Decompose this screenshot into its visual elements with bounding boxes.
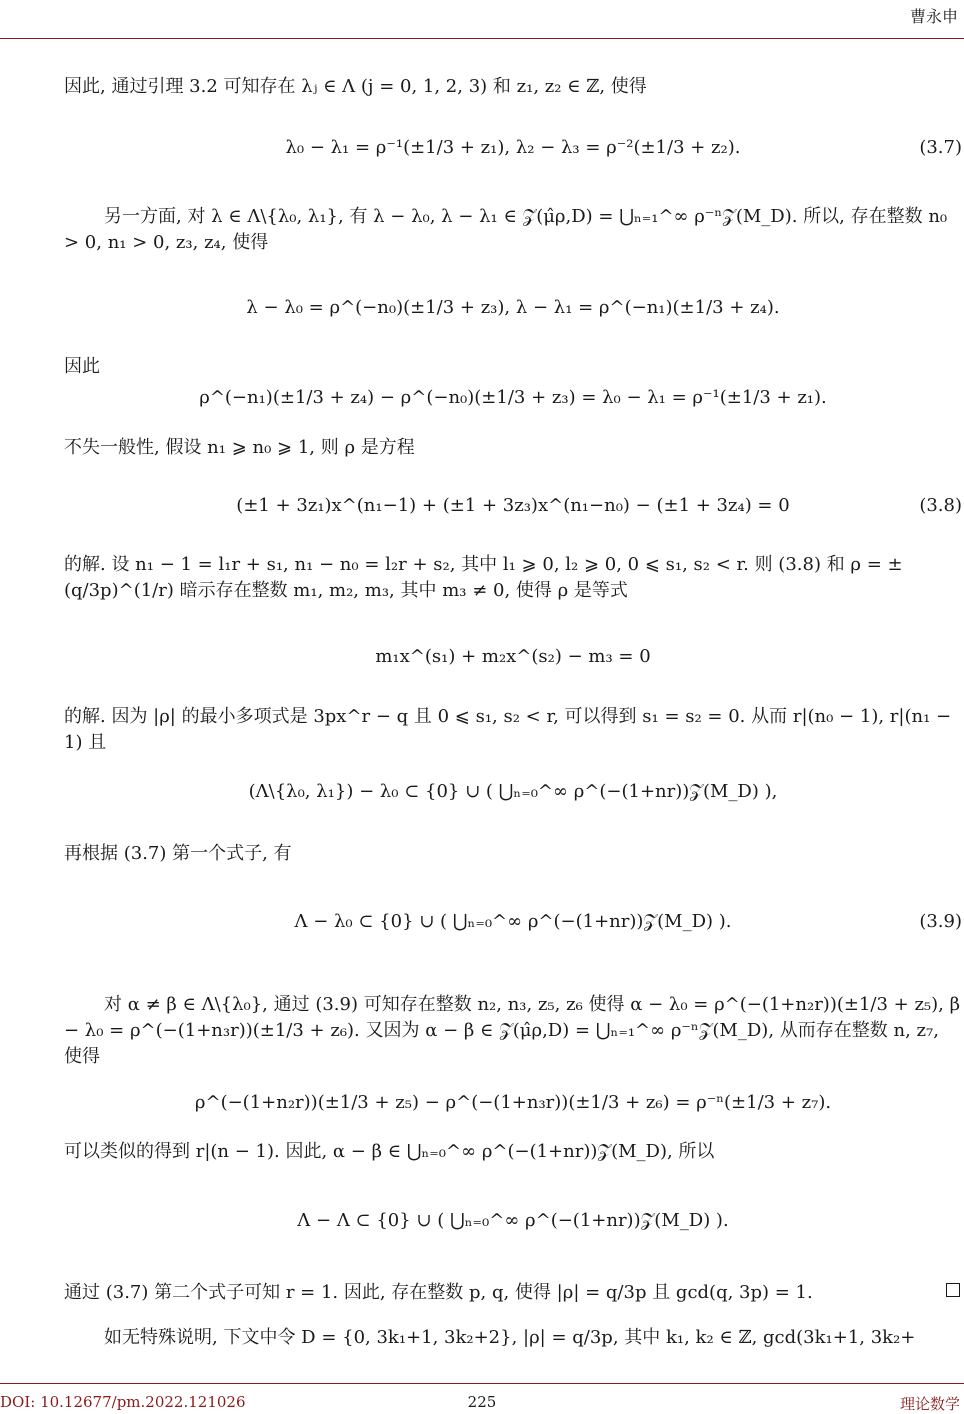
equation-3-7: λ₀ − λ₁ = ρ⁻¹(±1/3 + z₁), λ₂ − λ₃ = ρ⁻²(±1/3 + z₂). [285,137,741,158]
footer-rule [0,1383,964,1384]
footer-doi: DOI: 10.12677/pm.2022.121026 [0,1393,246,1411]
footer-journal: 理论数学 [899,1395,960,1413]
paragraph-10: 通过 (3.7) 第二个式子可知 r = 1. 因此, 存在整数 p, q, 使得 |ρ| = q/3p 且 gcd(q, 3p) = 1. [64,1282,813,1303]
paragraph-5: 的解. 设 n₁ − 1 = l₁r + s₁, n₁ − n₀ = l₂r + s₂, 其中 l₁ ⩾ 0, l₂ ⩾ 0, 0 ⩽ s₁, s₂ < r. 则 (3.8) 和 ρ = ±(q/3p)^(1/r) 暗示存在整数 m₁, m₂, m₃, 其中 m₃ ≠ 0, 使得 ρ 是等式 [64,554,903,601]
equation-f: Λ − Λ ⊂ {0} ∪ ( ⋃ₙ₌₀^∞ ρ^(−(1+nr))𝒵(M_D) ). [297,1210,729,1231]
paragraph-11: 如无特殊说明, 下文中令 D = {0, 3k₁+1, 3k₂+2}, |ρ| = q/3p, 其中 k₁, k₂ ∈ ℤ, gcd(3k₁+1, 3k₂+ [104,1327,916,1348]
header-rule [0,38,964,39]
paragraph-9: 可以类似的得到 r|(n − 1). 因此, α − β ∈ ⋃ₙ₌₀^∞ ρ^(−(1+nr))𝒵(M_D), 所以 [64,1141,715,1162]
paragraph-2: 另一方面, 对 λ ∈ Λ\{λ₀, λ₁}, 有 λ − λ₀, λ − λ₁ ∈ 𝒵(μ̂ρ,D) = ⋃ₙ₌₁^∞ ρ⁻ⁿ𝒵(M_D). 所以, 存在整数 n₀ > 0, n₁ > 0, z₃, z₄, 使得 [64,206,948,253]
equation-a: λ − λ₀ = ρ^(−n₀)(±1/3 + z₃), λ − λ₁ = ρ^(−n₁)(±1/3 + z₄). [246,297,780,318]
equation-3-8: (±1 + 3z₁)x^(n₁−1) + (±1 + 3z₃)x^(n₁−n₀) − (±1 + 3z₄) = 0 [236,495,790,516]
equation-d: (Λ\{λ₀, λ₁}) − λ₀ ⊂ {0} ∪ ( ⋃ₙ₌₀^∞ ρ^(−(1+nr))𝒵(M_D) ), [248,781,778,802]
header-author: 曹永申 [909,7,958,26]
paragraph-6: 的解. 因为 |ρ| 的最小多项式是 3px^r − q 且 0 ⩽ s₁, s₂ < r, 可以得到 s₁ = s₂ = 0. 从而 r|(n₀ − 1), r|(n₁ − 1) 且 [64,706,952,753]
paragraph-7: 再根据 (3.7) 第一个式子, 有 [64,843,292,864]
equation-3-9: Λ − λ₀ ⊂ {0} ∪ ( ⋃ₙ₌₀^∞ ρ^(−(1+nr))𝒵(M_D) ). [294,911,732,932]
paragraph-1: 因此, 通过引理 3.2 可知存在 λⱼ ∈ Λ (j = 0, 1, 2, 3) 和 z₁, z₂ ∈ ℤ, 使得 [64,76,647,97]
equation-b: ρ^(−n₁)(±1/3 + z₄) − ρ^(−n₀)(±1/3 + z₃) = λ₀ − λ₁ = ρ⁻¹(±1/3 + z₁). [199,387,827,408]
paragraph-4: 不失一般性, 假设 n₁ ⩾ n₀ ⩾ 1, 则 ρ 是方程 [64,437,415,458]
paragraph-8: 对 α ≠ β ∈ Λ\{λ₀}, 通过 (3.9) 可知存在整数 n₂, n₃, z₅, z₆ 使得 α − λ₀ = ρ^(−(1+n₂r))(±1/3 + z₅), β − λ₀ = ρ^(−(1+n₃r))(±1/3 + z₆). 又因为 α − β ∈ 𝒵(μ̂ρ,D) = ⋃ₙ₌₁^∞ ρ⁻ⁿ𝒵(M_D), 从而存在整数 n, z₇, 使得 [64,994,961,1067]
paragraph-3: 因此 [64,356,100,377]
qed-box [946,1283,960,1297]
footer-page-number: 225 [467,1393,497,1411]
equation-number-3-7: (3.7) [919,137,962,158]
equation-e: ρ^(−(1+n₂r))(±1/3 + z₅) − ρ^(−(1+n₃r))(±1/3 + z₆) = ρ⁻ⁿ(±1/3 + z₇). [194,1092,832,1113]
equation-number-3-9: (3.9) [919,911,962,932]
equation-c: m₁x^(s₁) + m₂x^(s₂) − m₃ = 0 [375,646,651,667]
equation-number-3-8: (3.8) [919,495,962,516]
